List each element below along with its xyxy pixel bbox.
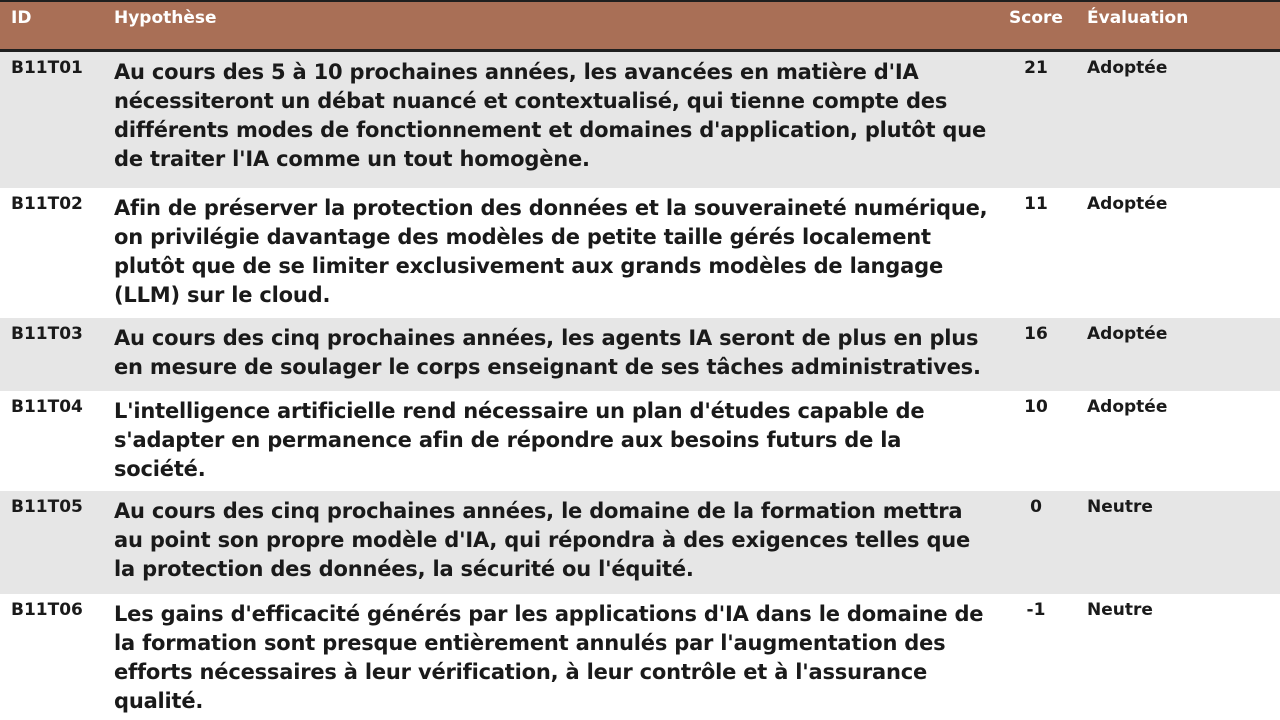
column-header-id: ID — [11, 8, 32, 28]
row-score: -1 — [1026, 600, 1046, 620]
column-header-hypothesis: Hypothèse — [114, 8, 217, 28]
row-evaluation: Neutre — [1087, 497, 1153, 517]
row-evaluation: Adoptée — [1087, 397, 1168, 417]
row-evaluation: Adoptée — [1087, 324, 1168, 344]
row-score: 0 — [1030, 497, 1042, 517]
row-evaluation: Adoptée — [1087, 58, 1168, 78]
column-header-score: Score — [1009, 8, 1063, 28]
row-hypothesis: Au cours des cinq prochaines années, les agents IA seront de plus en plus en mesure de soulager le corps enseignant de ses tâches administratives. — [114, 326, 981, 379]
row-score: 11 — [1024, 194, 1048, 214]
table-row — [0, 594, 1280, 720]
table-row — [0, 491, 1280, 594]
row-id: B11T01 — [11, 58, 83, 78]
row-id: B11T05 — [11, 497, 83, 517]
row-id: B11T04 — [11, 397, 83, 417]
row-score: 10 — [1024, 397, 1048, 417]
row-id: B11T06 — [11, 600, 83, 620]
row-hypothesis: L'intelligence artificielle rend nécessaire un plan d'études capable de s'adapter en permanence afin de répondre aux besoins futurs de la société. — [114, 399, 925, 481]
table-row — [0, 318, 1280, 391]
table-header — [0, 0, 1280, 52]
row-hypothesis: Au cours des 5 à 10 prochaines années, les avancées en matière d'IA nécessiteront un débat nuancé et contextualisé, qui tienne compte des différents modes de fonctionnement et domaines d'application, plutôt que de traiter l'IA comme un tout homogène. — [114, 60, 987, 171]
row-score: 16 — [1024, 324, 1048, 344]
row-score: 21 — [1024, 58, 1048, 78]
row-hypothesis: Au cours des cinq prochaines années, le domaine de la formation mettra au point son propre modèle d'IA, qui répondra à des exigences telles que la protection des données, la sécurité ou l'équité. — [114, 499, 971, 581]
row-id: B11T02 — [11, 194, 83, 214]
row-evaluation: Neutre — [1087, 600, 1153, 620]
row-hypothesis: Afin de préserver la protection des données et la souveraineté numérique, on privilégie davantage des modèles de petite taille gérés localement plutôt que de se limiter exclusivement aux grands modèles de langage (LLM) sur le cloud. — [114, 196, 988, 307]
row-evaluation: Adoptée — [1087, 194, 1168, 214]
table-row — [0, 188, 1280, 318]
row-hypothesis: Les gains d'efficacité générés par les applications d'IA dans le domaine de la formation sont presque entièrement annulés par l'augmentation des efforts nécessaires à leur vérification, à leur contrôle et à l'assurance qualité. — [114, 602, 984, 713]
table-row — [0, 391, 1280, 491]
row-id: B11T03 — [11, 324, 83, 344]
table-row — [0, 52, 1280, 188]
column-header-evaluation: Évaluation — [1087, 8, 1189, 28]
